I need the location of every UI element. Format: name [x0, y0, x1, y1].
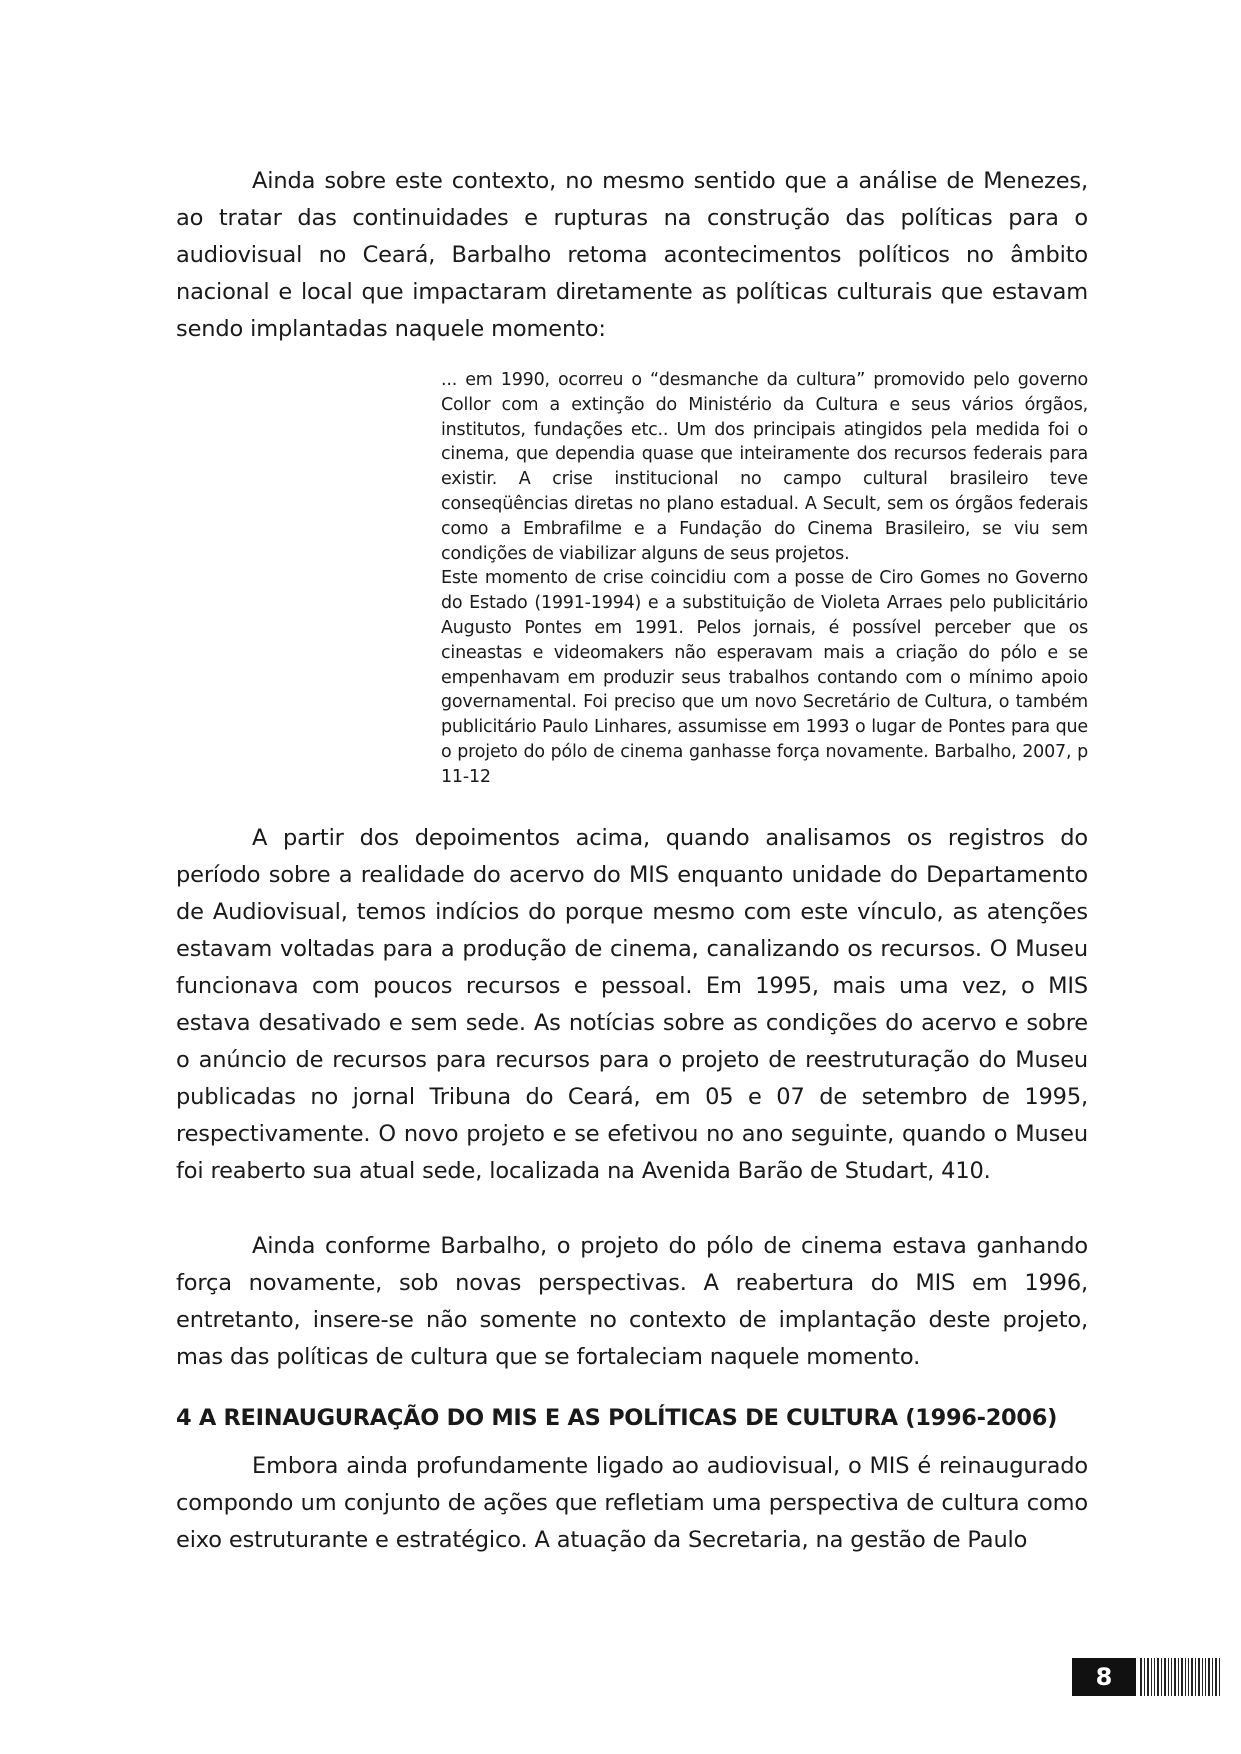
page-content — [176, 163, 1088, 1559]
barcode-decoration — [1140, 1658, 1222, 1696]
paragraph-reinauguration: Embora ainda profundamente ligado ao audiovisual, o MIS é reinaugurado compondo um conjunto de ações que refletiam uma perspectiva de cultura como eixo estruturante e estratégico. A atuação da Secretaria, na gestão de Paulo — [176, 1452, 1088, 1553]
section-heading: 4 A REINAUGURAÇÃO DO MIS E AS POLÍTICAS DE CULTURA (1996-2006) — [176, 1404, 1058, 1431]
block-quote — [441, 368, 1088, 790]
paragraph-barbalho: Ainda conforme Barbalho, o projeto do pólo de cinema estava ganhando força novamente, sob novas perspectivas. A reabertura do MIS em 1996, entretanto, insere-se não somente no contexto de implantação deste projeto, mas das políticas de cultura que se fortaleciam naquele momento. — [176, 1232, 1088, 1370]
paragraph-testimonies: A partir dos depoimentos acima, quando analisamos os registros do período sobre a realidade do acervo do MIS enquanto unidade do Departamento de Audiovisual, temos indícios do porque mesmo com este vínculo, as atenções estavam voltadas para a produção de cinema, canalizando os recursos. O Museu funcionava com poucos recursos e pessoal. Em 1995, mais uma vez, o MIS estava desativado e sem sede. As notícias sobre as condições do acervo e sobre o anúncio de recursos para recursos para o projeto de reestruturação do Museu publicadas no jornal Tribuna do Ceará, em 05 e 07 de setembro de 1995, respectivamente. O novo projeto e se efetivou no ano seguinte, quando o Museu foi reaberto sua atual sede, localizada na Avenida Barão de Studart, 410. — [176, 824, 1088, 1184]
quote-part-2: Este momento de crise coincidiu com a posse de Ciro Gomes no Governo do Estado (1991-1994) e a substituição de Violeta Arraes pelo publicitário Augusto Pontes em 1991. Pelos jornais, é possível perceber que os cineastas e videomakers não esperavam mais a criação do pólo e se empenhavam em produzir seus trabalhos contando com o mínimo apoio governamental. Foi preciso que um novo Secretário de Cultura, o também publicitário Paulo Linhares, assumisse em 1993 o lugar de Pontes para que o projeto do pólo de cinema ganhasse força novamente. Barbalho, 2007, p 11-12 — [441, 568, 1088, 787]
quote-part-1: ... em 1990, ocorreu o “desmanche da cultura” promovido pelo governo Collor com a extinção do Ministério da Cultura e seus vários órgãos, institutos, fundações etc.. Um dos principais atingidos pela medida foi o cinema, que dependia quase que inteiramente dos recursos federais para existir. A crise institucional no campo cultural brasileiro teve conseqüências diretas no plano estadual. A Secult, sem os órgãos federais como a Embrafilme e a Fundação do Cinema Brasileiro, se viu sem condições de viabilizar alguns de seus projetos. — [441, 370, 1088, 564]
page-number: 8 — [1072, 1658, 1136, 1696]
paragraph-context: Ainda sobre este contexto, no mesmo sentido que a análise de Menezes, ao tratar das continuidades e rupturas na construção das políticas para o audiovisual no Ceará, Barbalho retoma acontecimentos políticos no âmbito nacional e local que impactaram diretamente as políticas culturais que estavam sendo implantadas naquele momento: — [176, 168, 1088, 342]
page-footer — [1072, 1658, 1222, 1696]
